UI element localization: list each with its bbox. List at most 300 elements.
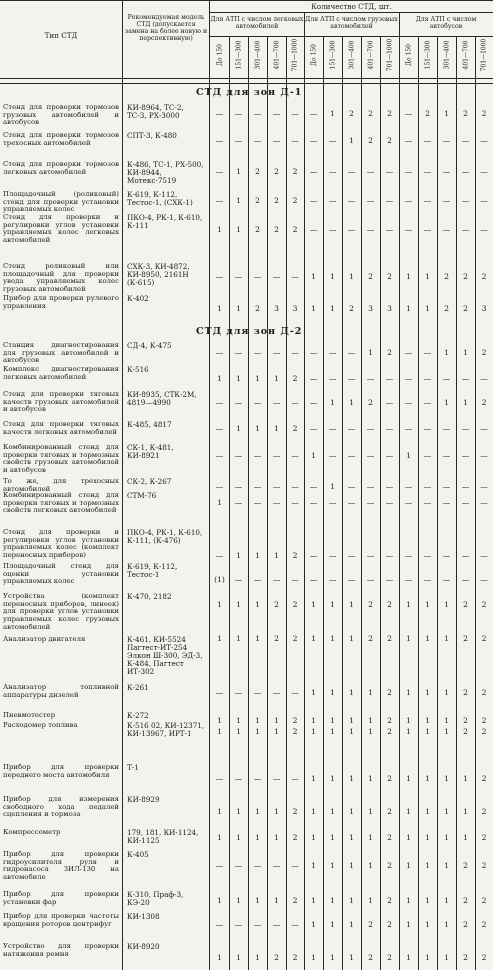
row-model: К-402 [127, 294, 149, 303]
row-value: 1 [425, 833, 430, 842]
row-value: 2 [368, 600, 373, 609]
row-type: Стенд роликовый или площадочный для проверки увода управляемых колес грузовых автомобилей [3, 262, 119, 294]
header-subcol-label: 151—300 [235, 40, 242, 70]
row-value: 1 [311, 774, 316, 783]
row-value: — [328, 167, 337, 176]
row-type: Стенд для проверки тормозов легковых автомобилей [3, 160, 119, 176]
row-value: — [404, 575, 413, 584]
row-value: 3 [387, 304, 392, 313]
row-value: — [461, 225, 470, 234]
row-value: — [404, 167, 413, 176]
row-value: 1 [463, 807, 468, 816]
row-value: 2 [481, 807, 487, 816]
row-value: — [234, 136, 243, 145]
row-value: — [347, 196, 356, 205]
row-value: 1 [425, 774, 430, 783]
row-value: 2 [481, 109, 487, 118]
row-value: — [272, 272, 281, 281]
row-type: Устройство для проверки натяжения ремня [3, 942, 119, 958]
row-type: Прибор для измерения свободного хода педалей сцепления и тормоза [3, 795, 119, 819]
row-value: — [215, 920, 224, 929]
row-value: — [480, 167, 488, 176]
row-value: — [404, 498, 413, 507]
row-value: 1 [217, 716, 222, 725]
row-value: 1 [406, 727, 411, 736]
section-title-d2: СТД для зон Д-2 [196, 326, 303, 337]
row-value: — [234, 482, 243, 491]
row-value: 1 [236, 551, 241, 560]
row-value: — [347, 451, 356, 460]
row-value: 1 [444, 688, 449, 697]
row-value: — [423, 348, 432, 357]
row-value: — [215, 136, 224, 145]
row-value: — [480, 136, 488, 145]
row-value: 1 [330, 953, 335, 962]
row-value: — [272, 920, 281, 929]
row-value: — [480, 374, 488, 383]
row-value: — [215, 348, 224, 357]
row-value: — [253, 136, 262, 145]
row-value: — [480, 451, 488, 460]
row-value: 1 [406, 304, 411, 313]
row-value: — [309, 225, 318, 234]
row-value: — [480, 551, 488, 560]
row-value: 3 [292, 304, 298, 313]
row-value: 2 [387, 600, 392, 609]
row-type: То же, для трехосных автомобилей [3, 477, 119, 493]
row-value: — [309, 167, 318, 176]
row-value: — [385, 374, 394, 383]
row-value: 1 [217, 727, 222, 736]
row-model: К-516 02, КИ-12371, КИ-13967, ИРТ-1 [127, 721, 205, 738]
row-type: Стенд для проверки тормозов грузовых автомобилей и автобусов [3, 103, 119, 127]
row-value: 1 [425, 920, 430, 929]
row-value: 1 [217, 498, 222, 507]
row-value: 2 [387, 634, 392, 643]
row-value: — [423, 196, 432, 205]
header-subcol-label: До 150 [405, 44, 412, 66]
row-value: 1 [311, 272, 316, 281]
row-value: — [328, 551, 337, 560]
row-type: Станция диагностирования для грузовых автомобилей и автобусов [3, 341, 119, 365]
row-value: 2 [292, 167, 298, 176]
row-value: 2 [387, 807, 392, 816]
row-value: — [442, 167, 451, 176]
row-model: К-619, К-112, Тестос-1 [127, 562, 178, 579]
row-value: 2 [349, 304, 354, 313]
row-value: 1 [330, 727, 335, 736]
row-value: — [442, 575, 451, 584]
row-value: 2 [481, 727, 487, 736]
header-subcol-label: 301—400 [348, 40, 355, 70]
row-value: — [385, 167, 394, 176]
row-value: 1 [368, 774, 373, 783]
row-value: 1 [425, 896, 430, 905]
row-value: — [423, 482, 432, 491]
header-subcol-label: 401—700 [367, 40, 374, 70]
row-value: 1 [330, 896, 335, 905]
row-value: 2 [368, 953, 373, 962]
row-value: 1 [406, 634, 411, 643]
row-type: Прибор для проверки рулевого управления [3, 294, 119, 310]
row-model: К-619, К-112, Тестос-1, (СХК-1) [127, 190, 193, 207]
row-value: 1 [368, 807, 373, 816]
row-value: 1 [349, 727, 354, 736]
row-value: — [328, 424, 337, 433]
row-value: 1 [255, 727, 260, 736]
row-value: — [461, 482, 470, 491]
row-value: 2 [274, 953, 279, 962]
row-value: — [328, 348, 337, 357]
row-value: 2 [463, 634, 468, 643]
row-value: — [272, 482, 281, 491]
row-value: 2 [481, 634, 487, 643]
row-value: 1 [217, 953, 222, 962]
row-value: 1 [444, 634, 449, 643]
row-value: 1 [349, 398, 354, 407]
row-value: — [366, 196, 375, 205]
row-value: — [347, 167, 356, 176]
row-value: 2 [463, 727, 468, 736]
row-type: Комбинированный стенд для проверки тяговых и тормозных свойств грузовых автомобилей и автобусов [3, 443, 119, 475]
row-value: 1 [311, 953, 316, 962]
header-col-type: Тип СТД [44, 31, 78, 40]
row-value: 2 [481, 398, 487, 407]
row-value: — [404, 424, 413, 433]
row-value: — [215, 688, 224, 697]
row-value: 1 [274, 374, 279, 383]
header-subcol-label: 151—300 [424, 40, 431, 70]
row-value: — [366, 451, 375, 460]
row-value: — [442, 225, 451, 234]
row-value: — [272, 861, 281, 870]
row-model: ПКО-4, РК-1, К-610, К-111, (К-476) [127, 528, 203, 545]
row-value: — [291, 482, 299, 491]
row-type: Прибор для проверки переднего моста автомобиля [3, 763, 119, 779]
row-value: 1 [425, 807, 430, 816]
row-value: 1 [463, 398, 468, 407]
row-value: 2 [292, 727, 298, 736]
row-value: 2 [481, 953, 487, 962]
row-value: 1 [236, 833, 241, 842]
row-value: 1 [406, 272, 411, 281]
row-value: — [215, 482, 224, 491]
row-value: — [309, 136, 318, 145]
row-value: 2 [481, 716, 487, 725]
row-value: 1 [368, 833, 373, 842]
row-value: 1 [349, 807, 354, 816]
table-rule [210, 12, 493, 13]
row-value: 1 [274, 551, 279, 560]
row-value: — [309, 398, 318, 407]
row-value: 1 [425, 861, 430, 870]
row-value: — [385, 225, 394, 234]
row-value: 1 [311, 920, 316, 929]
row-value: — [215, 424, 224, 433]
row-value: 1 [311, 688, 316, 697]
row-value: 1 [236, 727, 241, 736]
row-value: — [291, 272, 299, 281]
row-type: Площадочный стенд для оценки установки управляемых колес [3, 562, 119, 586]
row-value: 1 [349, 600, 354, 609]
row-value: — [309, 348, 318, 357]
row-value: 2 [463, 272, 468, 281]
row-value: 1 [311, 727, 316, 736]
row-value: — [291, 774, 299, 783]
row-value: 2 [387, 920, 392, 929]
row-value: 1 [406, 920, 411, 929]
row-value: — [328, 374, 337, 383]
row-type: Прибор для проверки гидроусилителя руля и гидронасоса ЗИЛ-130 на автомобиле [3, 850, 119, 882]
row-value: 1 [330, 861, 335, 870]
row-value: — [291, 348, 299, 357]
row-value: 1 [330, 716, 335, 725]
row-value: — [253, 482, 262, 491]
row-value: 1 [311, 304, 316, 313]
row-value: 2 [255, 167, 260, 176]
row-value: 1 [217, 807, 222, 816]
row-value: — [215, 196, 224, 205]
row-value: 1 [236, 896, 241, 905]
row-value: — [366, 482, 375, 491]
row-value: — [404, 482, 413, 491]
row-value: — [253, 398, 262, 407]
row-value: 1 [444, 600, 449, 609]
row-value: 1 [368, 861, 373, 870]
row-type: Комбинированный стенд для проверки тяговых и тормозных свойств легковых автомобилей [3, 491, 119, 515]
row-value: 1 [425, 634, 430, 643]
row-value: — [309, 498, 318, 507]
row-value: 1 [236, 600, 241, 609]
row-value: 1 [425, 716, 430, 725]
row-value: — [347, 225, 356, 234]
header-col-model: Рекомендуемая модель СТД (допускается замена на более новую и перспективную) [124, 14, 208, 42]
row-value: 2 [481, 348, 487, 357]
row-value: — [423, 398, 432, 407]
row-value: 2 [481, 600, 487, 609]
table-rule [0, 0, 493, 1]
row-value: — [347, 575, 356, 584]
row-value: — [328, 136, 337, 145]
row-value: — [461, 424, 470, 433]
row-value: — [442, 482, 451, 491]
row-value: — [461, 498, 470, 507]
row-value: 1 [406, 688, 411, 697]
row-value: 1 [311, 861, 316, 870]
row-value: 1 [311, 600, 316, 609]
row-value: — [442, 551, 451, 560]
header-subcol-label: 301—400 [443, 40, 450, 70]
row-value: — [328, 575, 337, 584]
row-value: 1 [406, 716, 411, 725]
row-value: 1 [236, 374, 241, 383]
row-value: — [253, 688, 262, 697]
row-value: — [234, 272, 243, 281]
row-value: — [461, 551, 470, 560]
row-value: — [347, 551, 356, 560]
row-value: — [480, 196, 488, 205]
row-value: 2 [463, 920, 468, 929]
row-value: 1 [311, 896, 316, 905]
row-value: — [480, 482, 488, 491]
row-value: 1 [444, 807, 449, 816]
row-value: 1 [349, 272, 354, 281]
row-value: — [404, 374, 413, 383]
row-value: 1 [330, 109, 335, 118]
row-type: Стенд для проверки тяговых качеств легковых автомобилей [3, 420, 119, 436]
row-value: 1 [349, 136, 354, 145]
row-model: К-461, КИ-5524 Пагтест-ИТ-254 Элкон Ш-300, ЭД-3, К-484, Пагтест ИТ-302 [127, 635, 203, 676]
row-value: — [461, 575, 470, 584]
row-value: — [291, 109, 299, 118]
row-value: 1 [274, 424, 279, 433]
row-value: 2 [463, 109, 468, 118]
row-value: 1 [236, 634, 241, 643]
row-value: — [480, 575, 488, 584]
row-model: К-470, 2182 [127, 592, 172, 601]
row-value: — [309, 482, 318, 491]
row-value: — [272, 774, 281, 783]
row-model: КИ-8920 [127, 942, 160, 951]
row-value: 2 [368, 136, 373, 145]
row-value: — [234, 774, 243, 783]
row-value: 2 [481, 920, 487, 929]
row-value: 1 [444, 727, 449, 736]
row-value: 2 [463, 861, 468, 870]
row-value: — [234, 920, 243, 929]
row-value: 2 [387, 774, 392, 783]
row-value: — [480, 225, 488, 234]
row-value: — [423, 424, 432, 433]
row-value: 2 [292, 551, 298, 560]
row-value: — [385, 551, 394, 560]
row-value: 1 [349, 861, 354, 870]
row-value: 1 [255, 634, 260, 643]
row-value: 1 [349, 953, 354, 962]
row-value: 2 [425, 109, 430, 118]
header-subcol-label: 301—400 [254, 40, 261, 70]
header-subcol-label: 401—700 [462, 40, 469, 70]
row-value: 1 [330, 272, 335, 281]
row-value: — [366, 424, 375, 433]
row-value: 1 [330, 634, 335, 643]
row-value: — [272, 398, 281, 407]
row-value: 1 [463, 348, 468, 357]
row-model: ПКО-4, РК-1, К-610, К-111 [127, 213, 203, 230]
row-value: 2 [255, 304, 260, 313]
row-value: 2 [274, 225, 279, 234]
row-value: — [404, 225, 413, 234]
row-value: 2 [292, 600, 298, 609]
row-value: — [291, 451, 299, 460]
row-value: 1 [236, 225, 241, 234]
header-subcol-label: 701—1000 [480, 38, 488, 72]
row-value: 1 [311, 634, 316, 643]
row-value: — [328, 196, 337, 205]
row-value: 1 [349, 833, 354, 842]
row-model: К-261 [127, 683, 149, 692]
row-model: К-310, Праф-3, КЭ-20 [127, 890, 184, 907]
row-value: 1 [274, 727, 279, 736]
row-value: 2 [387, 716, 392, 725]
row-type: Анализатор топливной аппаратуры дизелей [3, 683, 119, 699]
row-type: Прибор для проверки частоты вращения роторов центрифуг [3, 912, 119, 928]
row-value: — [480, 498, 488, 507]
row-value: 1 [406, 861, 411, 870]
row-value: 2 [274, 634, 279, 643]
column-rule [209, 0, 210, 970]
row-value: 2 [387, 727, 392, 736]
row-value: — [423, 167, 432, 176]
row-value: — [423, 136, 432, 145]
row-value: — [309, 551, 318, 560]
row-value: 1 [444, 896, 449, 905]
header-subcol-label: До 150 [216, 44, 223, 66]
row-value: — [347, 482, 356, 491]
row-value: 2 [463, 716, 468, 725]
row-value: — [404, 196, 413, 205]
row-value: — [272, 451, 281, 460]
row-value: — [366, 575, 375, 584]
row-value: 1 [330, 482, 335, 491]
row-value: 1 [217, 600, 222, 609]
row-value: 2 [463, 896, 468, 905]
row-value: 3 [368, 304, 373, 313]
row-value: 1 [236, 716, 241, 725]
row-value: 2 [387, 861, 392, 870]
row-model: КИ-1308 [127, 912, 160, 921]
row-value: — [385, 451, 394, 460]
header-subcol-label: До 150 [310, 44, 317, 66]
row-value: — [272, 575, 281, 584]
row-value: 1 [368, 896, 373, 905]
row-value: — [272, 136, 281, 145]
row-value: — [291, 920, 299, 929]
row-value: 1 [444, 774, 449, 783]
header-col-count: Количество СТД, шт. [311, 2, 392, 11]
row-value: 2 [481, 896, 487, 905]
row-value: — [328, 451, 337, 460]
row-value: 1 [406, 953, 411, 962]
row-value: 1 [330, 600, 335, 609]
row-value: — [291, 688, 299, 697]
row-value: — [253, 109, 262, 118]
row-value: 2 [387, 833, 392, 842]
row-value: 2 [292, 896, 298, 905]
row-value: — [272, 498, 281, 507]
row-value: 1 [330, 688, 335, 697]
row-value: — [404, 398, 413, 407]
row-value: 1 [255, 551, 260, 560]
row-value: 2 [387, 953, 392, 962]
row-type: Анализатор двигателя [3, 635, 86, 643]
row-value: — [291, 575, 299, 584]
row-value: 1 [349, 688, 354, 697]
row-value: 1 [406, 774, 411, 783]
row-value: 1 [368, 348, 373, 357]
row-value: — [442, 498, 451, 507]
row-value: — [385, 424, 394, 433]
row-value: — [272, 688, 281, 697]
row-model: К-485, 4817 [127, 420, 172, 429]
row-value: 1 [274, 807, 279, 816]
row-value: 1 [236, 424, 241, 433]
row-value: 1 [236, 167, 241, 176]
row-value: 2 [387, 896, 392, 905]
row-type: Компрессометр [3, 828, 61, 836]
row-value: 1 [444, 920, 449, 929]
row-type: Расходомер топлива [3, 721, 78, 729]
